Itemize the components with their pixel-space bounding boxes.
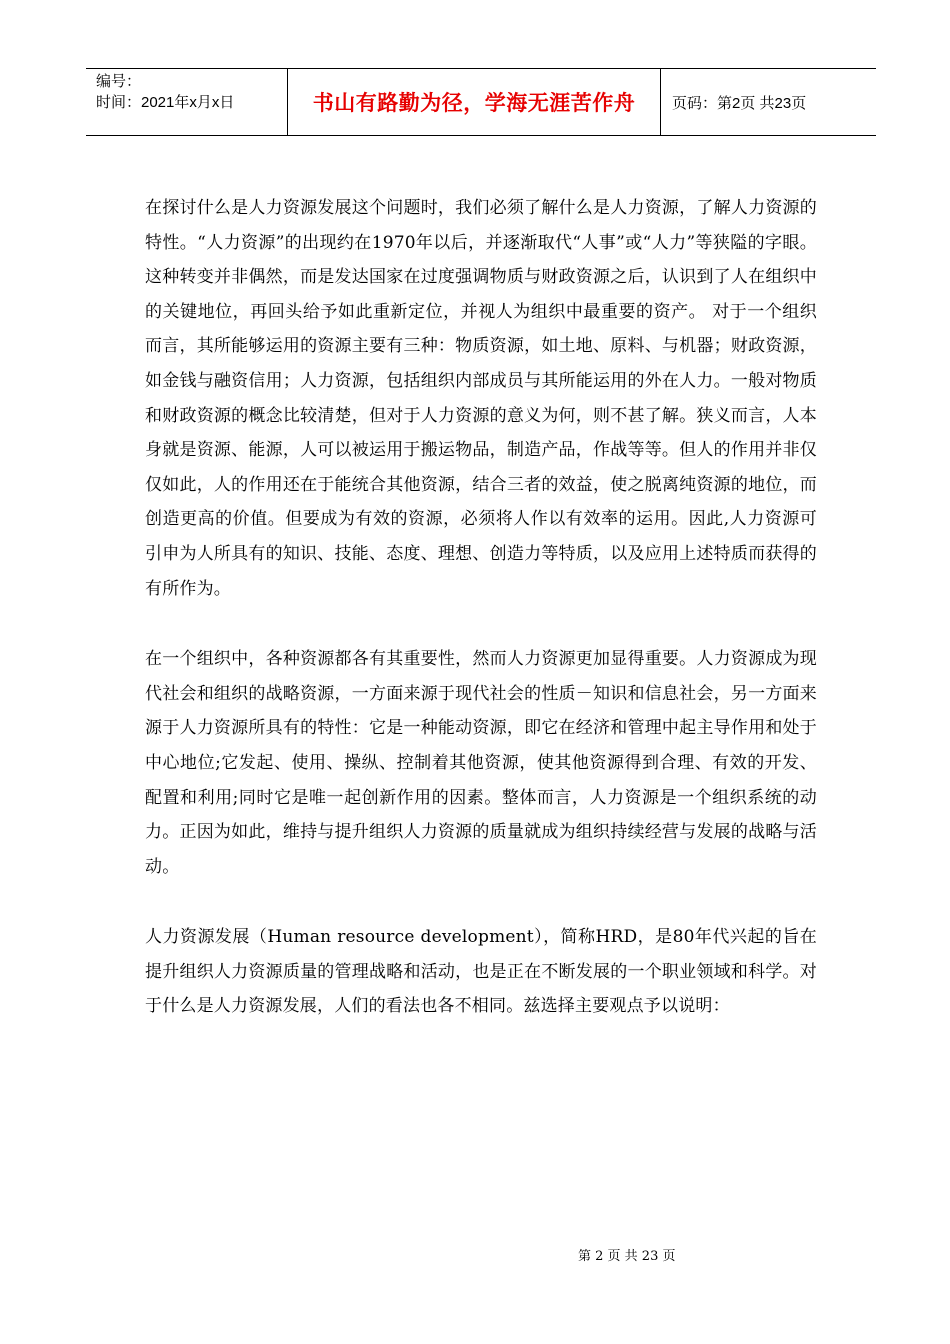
header-page-code: 页码：第2页 共23页 <box>672 94 807 112</box>
header-meta <box>96 71 286 113</box>
page-header <box>86 68 876 136</box>
header-divider <box>660 69 661 135</box>
body-paragraph: 人力资源发展（Human resource development），简称HRD，是80年代兴起的旨在提升组织人力资源质量的管理战略和活动，也是正在不断发展的一个职业领域和科学。对于什么是人力资源发展，人们的看法也各不相同。兹选择主要观点予以说明： <box>145 927 817 1017</box>
body-paragraph: 在探讨什么是人力资源发展这个问题时，我们必须了解什么是人力资源，了解人力资源的特性。“人力资源”的出现约在1970年以后，并逐渐取代“人事”或“人力”等狭隘的字眼。这种转变并非偶然，而是发达国家在过度强调物质与财政资源之后，认识到了人在组织中的关键地位，再回头给予如此重新定位，并视人为组织中最重要的资产。 对于一个组织而言，其所能够运用的资源主要有三种：物质资源，如土地、原料、与机器；财政资源，如金钱与融资信用；人力资源，包括组织内部成员与其所能运用的外在人力。一般对物质和财政资源的概念比较清楚，但对于人力资源的意义为何，则不甚了解。狭义而言，人本身就是资源、能源，人可以被运用于搬运物品，制造产品，作战等等。但人的作用并非仅仅如此，人的作用还在于能统合其他资源，结合三者的效益，使之脱离纯资源的地位，而创造更高的价值。但要成为有效的资源，必须将人作以有效率的运用。因此,人力资源可引申为人所具有的知识、技能、态度、理想、创造力等特质，以及应用上述特质而获得的有所作为。 <box>145 198 817 599</box>
document-body <box>145 191 817 1060</box>
document-time-label: 时间：2021年x月x日 <box>96 94 235 111</box>
body-paragraph: 在一个组织中，各种资源都各有其重要性，然而人力资源更加显得重要。人力资源成为现代社会和组织的战略资源，一方面来源于现代社会的性质－知识和信息社会，另一方面来源于人力资源所具有的特性：它是一种能动资源，即它在经济和管理中起主导作用和处于中心地位;它发起、使用、操纵、控制着其他资源，使其他资源得到合理、有效的开发、配置和利用;同时它是唯一起创新作用的因素。整体而言，人力资源是一个组织系统的动力。正因为如此，维持与提升组织人力资源的质量就成为组织持续经营与发展的战略与活动。 <box>145 649 817 877</box>
header-motto: 书山有路勤为径，学海无涯苦作舟 <box>312 91 636 115</box>
footer-page-number: 第 2 页 共 23 页 <box>578 1249 676 1264</box>
document-number-label: 编号： <box>96 73 142 90</box>
